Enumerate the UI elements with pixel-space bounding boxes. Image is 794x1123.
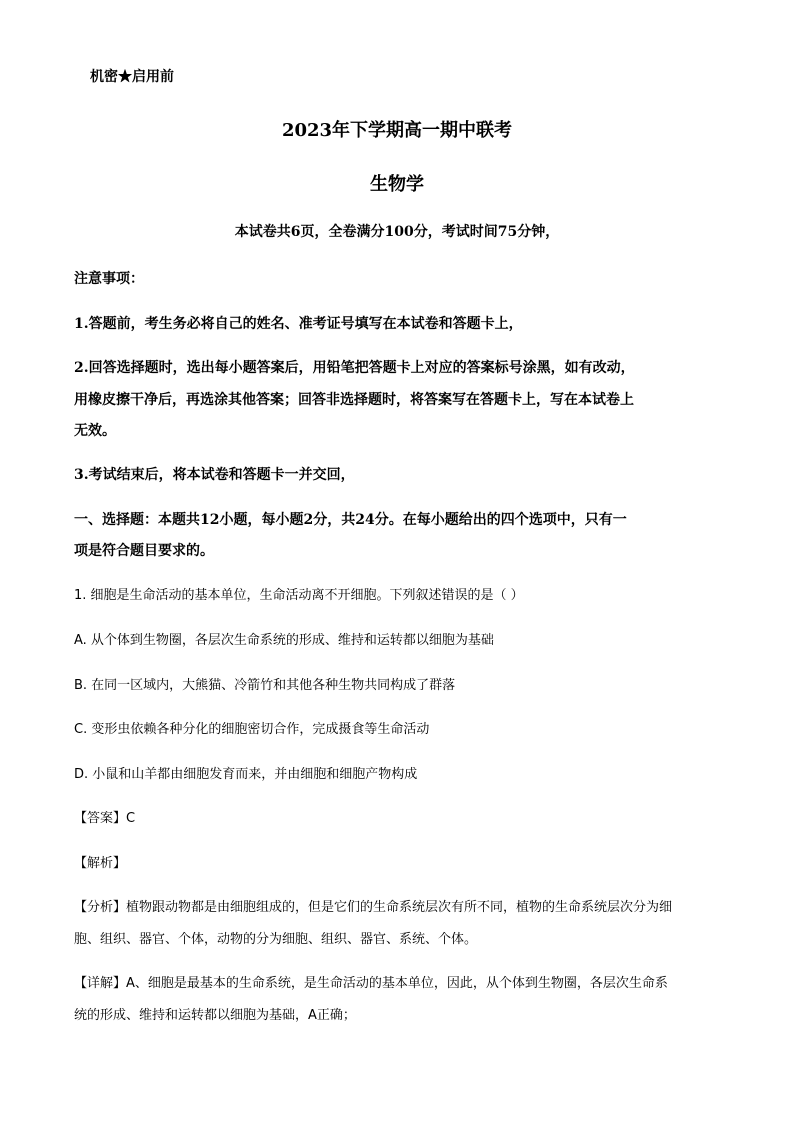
option-a: A. 从个体到生物圈，各层次生命系统的形成、维持和运转都以细胞为基础: [74, 633, 494, 648]
section-heading-line-1: 一、选择题：本题共12小题，每小题2分，共24分。在每小题给出的四个选项中，只有一: [74, 512, 627, 528]
xiangjie-text-1: A、细胞是最基本的生命系统，是生命活动的基本单位，因此，从个体到生物圈，各层次生命系: [126, 976, 668, 991]
notes-heading: 注意事项：: [74, 271, 144, 287]
section-heading-line-2: 项是符合题目要求的。: [74, 543, 214, 559]
notes-item-2-line-2: 用橡皮擦干净后，再选涂其他答案；回答非选择题时，将答案写在答题卡上，写在本试卷上: [74, 392, 634, 408]
answer-tag: 【答案】: [74, 811, 127, 826]
analysis-tag: 【解析】: [74, 856, 127, 871]
fenxi-line-1: [74, 896, 672, 915]
xiangjie-line-1: [74, 972, 668, 991]
option-b: B. 在同一区域内，大熊猫、冷箭竹和其他各种生物共同构成了群落: [74, 678, 456, 693]
notes-item-2-line-3: 无效。: [74, 423, 116, 439]
option-c: C. 变形虫依赖各种分化的细胞密切合作，完成摄食等生命活动: [74, 722, 430, 737]
fenxi-text-1: 植物跟动物都是由细胞组成的，但是它们的生命系统层次有所不同，植物的生命系统层次分为细: [126, 900, 673, 915]
question-stem: 1. 细胞是生命活动的基本单位，生命活动离不开细胞。下列叙述错误的是（ ）: [74, 588, 524, 603]
exam-title: 2023年下学期高一期中联考: [281, 120, 513, 141]
notes-item-2-line-1: 2.回答选择题时，选出每小题答案后，用铅笔把答题卡上对应的答案标号涂黑，如有改动，: [74, 360, 635, 376]
option-d: D. 小鼠和山羊都由细胞发育而来，并由细胞和细胞产物构成: [74, 767, 418, 782]
confidential-notice: 机密★启用前: [90, 69, 174, 85]
fenxi-line-2: 胞、组织、器官、个体，动物的分为细胞、组织、器官、系统、个体。: [74, 932, 478, 947]
answer-line: [74, 807, 135, 826]
fenxi-tag: 【分析】: [74, 900, 127, 915]
xiangjie-tag: 【详解】: [74, 976, 127, 991]
exam-info: 本试卷共6页，全卷满分100分，考试时间75分钟，: [234, 224, 560, 240]
answer-value: C: [126, 811, 136, 826]
subject-title: 生物学: [370, 174, 424, 195]
xiangjie-line-2: 统的形成、维持和运转都以细胞为基础，A正确；: [74, 1008, 356, 1023]
notes-item-1: 1.答题前，考生务必将自己的姓名、准考证号填写在本试卷和答题卡上，: [74, 316, 523, 332]
notes-item-3: 3.考试结束后，将本试卷和答题卡一并交回，: [74, 467, 355, 483]
